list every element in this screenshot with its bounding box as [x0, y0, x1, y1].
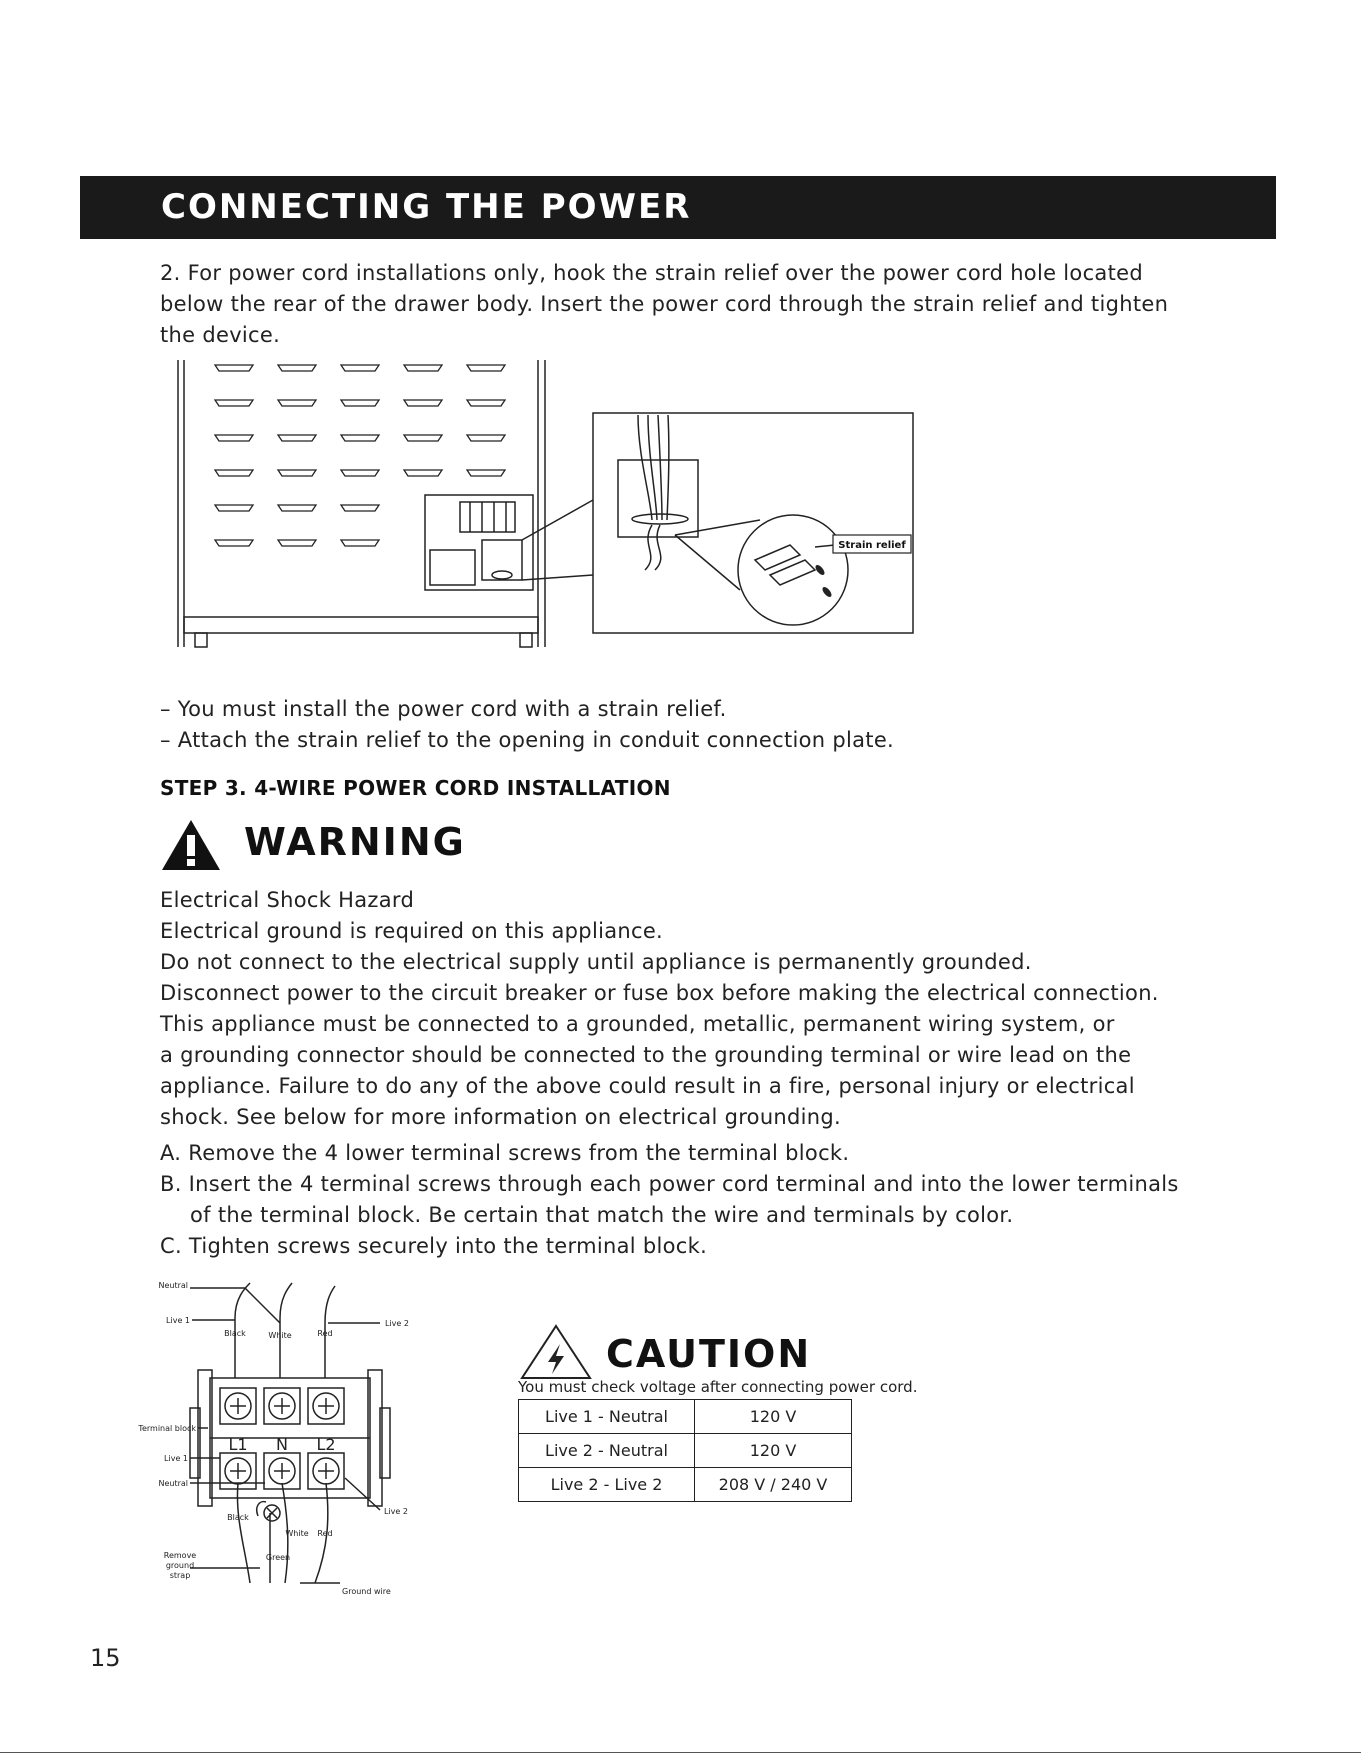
label-red-top: Red: [317, 1329, 333, 1338]
table-cell-pair: Live 1 - Neutral: [519, 1400, 695, 1434]
table-cell-voltage: 120 V: [695, 1400, 852, 1434]
vent-slot: [467, 365, 505, 371]
cabinet-base: [184, 617, 538, 633]
warning-line: a grounding connector should be connected to the grounding terminal or wire lead on the: [160, 1043, 1132, 1067]
vent-slot: [404, 400, 442, 406]
label-ground: ground: [165, 1561, 195, 1570]
vent-slots: [215, 365, 505, 546]
vent-slot: [404, 470, 442, 476]
cover-plate: [430, 550, 475, 585]
intro-paragraph: [160, 258, 1220, 351]
vent-slot: [467, 400, 505, 406]
zoom-terminal-plate: [618, 460, 698, 537]
label-live1-top: Live 1: [166, 1316, 190, 1325]
label-live2-bottom: Live 2: [384, 1507, 408, 1516]
zoom-cord-hole: [632, 514, 688, 524]
bullet-item: – You must install the power cord with a strain relief.: [160, 697, 727, 721]
vent-slot: [215, 435, 253, 441]
label-remove: Remove: [163, 1551, 197, 1560]
detail-circle: [738, 515, 848, 625]
table-cell-pair: Live 2 - Live 2: [519, 1468, 695, 1502]
step-instructions: [160, 1138, 1179, 1262]
warning-line: Electrical ground is required on this appliance.: [160, 919, 664, 943]
caution-note: You must check voltage after connecting power cord.: [518, 1378, 918, 1396]
label-live2-top: Live 2: [385, 1319, 409, 1328]
vent-slot: [215, 505, 253, 511]
vent-slot: [278, 435, 316, 441]
label-ground-wire: Ground wire: [342, 1587, 391, 1596]
warning-triangle-icon: [160, 818, 222, 872]
vent-slot: [278, 365, 316, 371]
vent-slot: [467, 470, 505, 476]
label-green: Green: [265, 1553, 291, 1562]
vent-slot: [341, 470, 379, 476]
section-header-bar: [80, 176, 1276, 239]
caution-title: CAUTION: [606, 1332, 812, 1376]
label-l1: L1: [228, 1435, 248, 1454]
label-black-top: Black: [224, 1329, 246, 1338]
vent-slot: [341, 400, 379, 406]
label-red-bottom: Red: [317, 1529, 333, 1538]
step3-heading: STEP 3. 4-WIRE POWER CORD INSTALLATION: [160, 776, 671, 800]
vent-slot: [341, 365, 379, 371]
vent-slot: [278, 540, 316, 546]
strain-relief-figure: [160, 355, 920, 665]
vent-slot: [467, 435, 505, 441]
label-white-bottom: White: [285, 1529, 309, 1538]
warning-line: Do not connect to the electrical supply until appliance is permanently grounded.: [160, 950, 1032, 974]
table-cell-pair: Live 2 - Neutral: [519, 1434, 695, 1468]
terminal-block-figure: [138, 1278, 480, 1598]
foot-right: [520, 633, 532, 647]
voltage-table: [518, 1399, 852, 1502]
vent-slot: [215, 470, 253, 476]
strain-relief-label: Strain relief: [838, 540, 906, 551]
label-terminal-block: Terminal block: [138, 1424, 196, 1433]
vent-slot: [278, 470, 316, 476]
intro-line: 2. For power cord installations only, hook the strain relief over the power cord hole located: [160, 261, 1143, 285]
table-row: [519, 1468, 852, 1502]
step-c: C. Tighten screws securely into the terminal block.: [160, 1234, 708, 1258]
warning-title: WARNING: [244, 820, 466, 864]
warning-text: [160, 885, 1159, 1133]
table-cell-voltage: 120 V: [695, 1434, 852, 1468]
foot-left: [195, 633, 207, 647]
table-row: [519, 1400, 852, 1434]
table-row: [519, 1434, 852, 1468]
caution-triangle-icon: [518, 1322, 594, 1382]
bullet-list: [160, 694, 894, 756]
strain-relief-clamp: [755, 545, 800, 570]
vent-slot: [341, 505, 379, 511]
label-l2: L2: [316, 1435, 336, 1454]
label-n: N: [276, 1435, 288, 1454]
vent-slot: [341, 540, 379, 546]
intro-line: the device.: [160, 323, 281, 347]
vent-slot: [404, 365, 442, 371]
label-neutral-bottom: Neutral: [158, 1479, 188, 1488]
terminal-box: [425, 495, 533, 590]
vent-slot: [278, 505, 316, 511]
caution-header: [518, 1322, 812, 1386]
step-a: A. Remove the 4 lower terminal screws from the terminal block.: [160, 1141, 850, 1165]
bottom-rule: [0, 1752, 1361, 1753]
step-b-continued: of the terminal block. Be certain that match the wire and terminals by color.: [190, 1203, 1014, 1227]
page-title: CONNECTING THE POWER: [161, 187, 692, 227]
cord-hole: [492, 571, 512, 579]
step-b: B. Insert the 4 terminal screws through each power cord terminal and into the lower terminals: [160, 1172, 1179, 1196]
callout-pointer: [815, 545, 835, 547]
vent-slot: [215, 365, 253, 371]
page-number: 15: [90, 1644, 121, 1672]
vent-slot: [278, 400, 316, 406]
label-neutral-top: Neutral: [158, 1281, 188, 1290]
warning-line: This appliance must be connected to a grounded, metallic, permanent wiring system, or: [160, 1012, 1115, 1036]
warning-line: shock. See below for more information on electrical grounding.: [160, 1105, 842, 1129]
bullet-item: – Attach the strain relief to the opening in conduit connection plate.: [160, 728, 895, 752]
vent-slot: [404, 435, 442, 441]
warning-line: Electrical Shock Hazard: [160, 888, 415, 912]
intro-line: below the rear of the drawer body. Insert the power cord through the strain relief and tighten: [160, 292, 1169, 316]
label-strap: strap: [169, 1571, 191, 1580]
table-cell-voltage: 208 V / 240 V: [695, 1468, 852, 1502]
label-live1-bottom: Live 1: [164, 1454, 188, 1463]
conduit-plate: [482, 540, 522, 580]
warning-line: appliance. Failure to do any of the above could result in a fire, personal injury or electrical: [160, 1074, 1135, 1098]
warning-line: Disconnect power to the circuit breaker or fuse box before making the electrical connection.: [160, 981, 1159, 1005]
vent-slot: [215, 400, 253, 406]
vent-slot: [341, 435, 379, 441]
label-black-bottom: Black: [227, 1513, 249, 1522]
vent-slot: [215, 540, 253, 546]
label-white-top: White: [268, 1331, 292, 1340]
